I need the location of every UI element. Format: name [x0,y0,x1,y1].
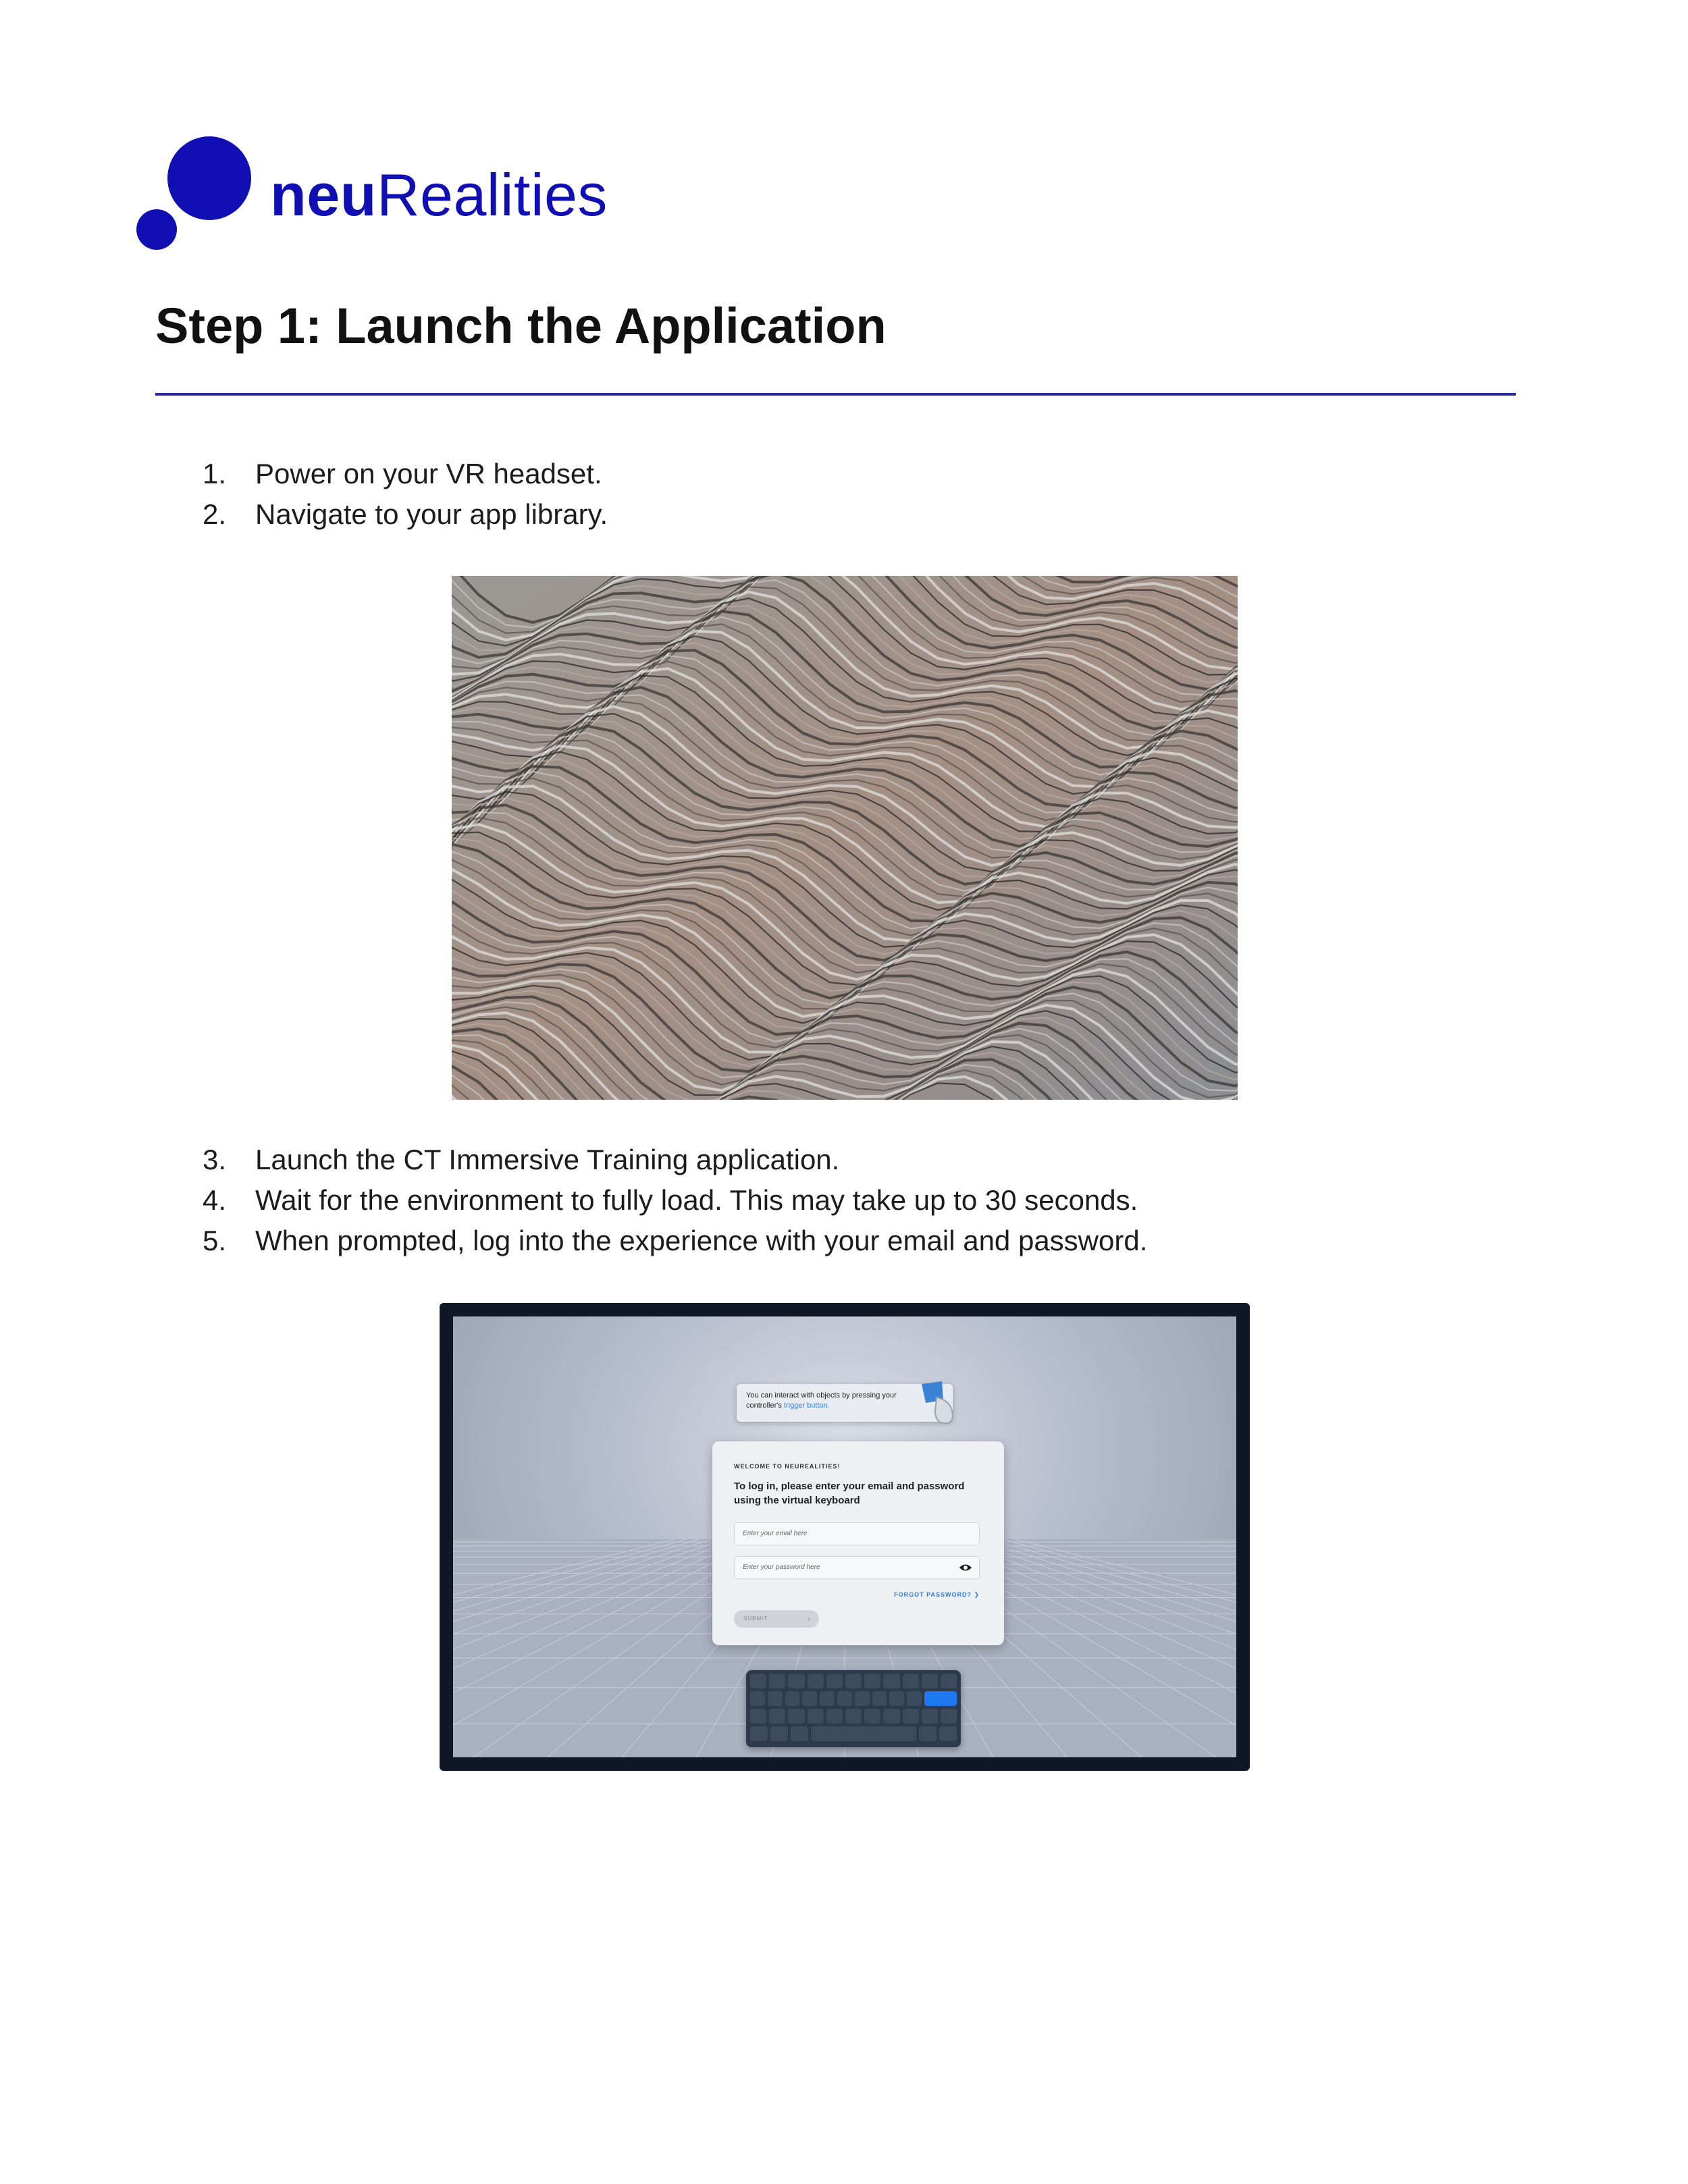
keyboard-key[interactable] [919,1726,937,1741]
keyboard-key[interactable] [855,1691,870,1706]
keyboard-key[interactable] [922,1709,938,1724]
password-field[interactable]: Enter your password here [734,1556,980,1579]
list-item: 4. Wait for the environment to fully load. This may take up to 30 seconds. [203,1184,1138,1216]
keyboard-key[interactable] [788,1709,804,1724]
list-item: 1. Power on your VR headset. [203,458,602,489]
keyboard-key[interactable] [941,1709,957,1724]
keyboard-key[interactable] [907,1691,922,1706]
keyboard-key[interactable] [826,1674,843,1688]
keyboard-key[interactable] [788,1674,804,1688]
logo-wordmark: neuRealities [270,161,608,228]
keyboard-key[interactable] [750,1674,766,1688]
keyboard-row [750,1709,957,1724]
keyboard-key[interactable] [769,1674,785,1688]
keyboard-key[interactable] [864,1674,880,1688]
keyboard-key[interactable] [939,1726,957,1741]
list-item: 3. Launch the CT Immersive Training application. [203,1144,840,1175]
keyboard-key[interactable] [808,1674,824,1688]
keyboard-key[interactable] [922,1674,938,1688]
keyboard-key[interactable] [903,1674,919,1688]
vr-controller-icon [916,1380,957,1427]
keyboard-key[interactable] [808,1709,824,1724]
keyboard-key[interactable] [750,1726,768,1741]
keyboard-key[interactable] [820,1691,835,1706]
logo-mark-icon [135,135,263,257]
heading-divider [155,393,1516,396]
chevron-right-icon: › [808,1614,811,1624]
wood-grain-photo [452,576,1238,1100]
keyboard-key[interactable] [924,1691,957,1706]
email-field[interactable]: Enter your email here [734,1522,980,1545]
neurealities-logo [135,135,621,257]
keyboard-key[interactable] [826,1709,843,1724]
keyboard-key[interactable] [811,1726,916,1741]
keyboard-key[interactable] [768,1691,783,1706]
keyboard-row [750,1691,957,1706]
welcome-eyebrow: WELCOME TO NEUREALITIES! [734,1463,841,1470]
show-password-icon[interactable] [959,1563,972,1572]
keyboard-key[interactable] [883,1709,899,1724]
vr-login-screenshot [440,1303,1250,1771]
keyboard-key[interactable] [750,1691,765,1706]
keyboard-key[interactable] [883,1674,899,1688]
keyboard-key[interactable] [889,1691,904,1706]
keyboard-key[interactable] [770,1726,788,1741]
keyboard-key[interactable] [872,1691,887,1706]
virtual-keyboard [746,1670,961,1747]
keyboard-key[interactable] [837,1691,852,1706]
keyboard-key[interactable] [802,1691,817,1706]
app-library-image [452,576,1238,1100]
list-item: 5. When prompted, log into the experience with your email and password. [203,1225,1148,1256]
page-title: Step 1: Launch the Application [155,298,887,354]
keyboard-key[interactable] [845,1709,862,1724]
keyboard-key[interactable] [750,1709,766,1724]
submit-button[interactable]: SUBMIT › [734,1610,819,1628]
login-panel [712,1441,1004,1645]
keyboard-key[interactable] [791,1726,808,1741]
keyboard-row [750,1674,957,1688]
keyboard-key[interactable] [941,1674,957,1688]
keyboard-key[interactable] [769,1709,785,1724]
keyboard-key[interactable] [785,1691,800,1706]
list-item: 2. Navigate to your app library. [203,498,608,530]
vr-environment [453,1316,1236,1757]
keyboard-key[interactable] [903,1709,919,1724]
keyboard-key[interactable] [864,1709,880,1724]
login-instructions: To log in, please enter your email and password using the virtual keyboard [734,1481,965,1506]
keyboard-row [750,1726,957,1741]
controller-hint-tooltip: You can interact with objects by pressing your controller's trigger button. [737,1384,953,1422]
keyboard-key[interactable] [845,1674,862,1688]
forgot-password-link[interactable]: FORGOT PASSWORD? ❯ [894,1591,980,1598]
